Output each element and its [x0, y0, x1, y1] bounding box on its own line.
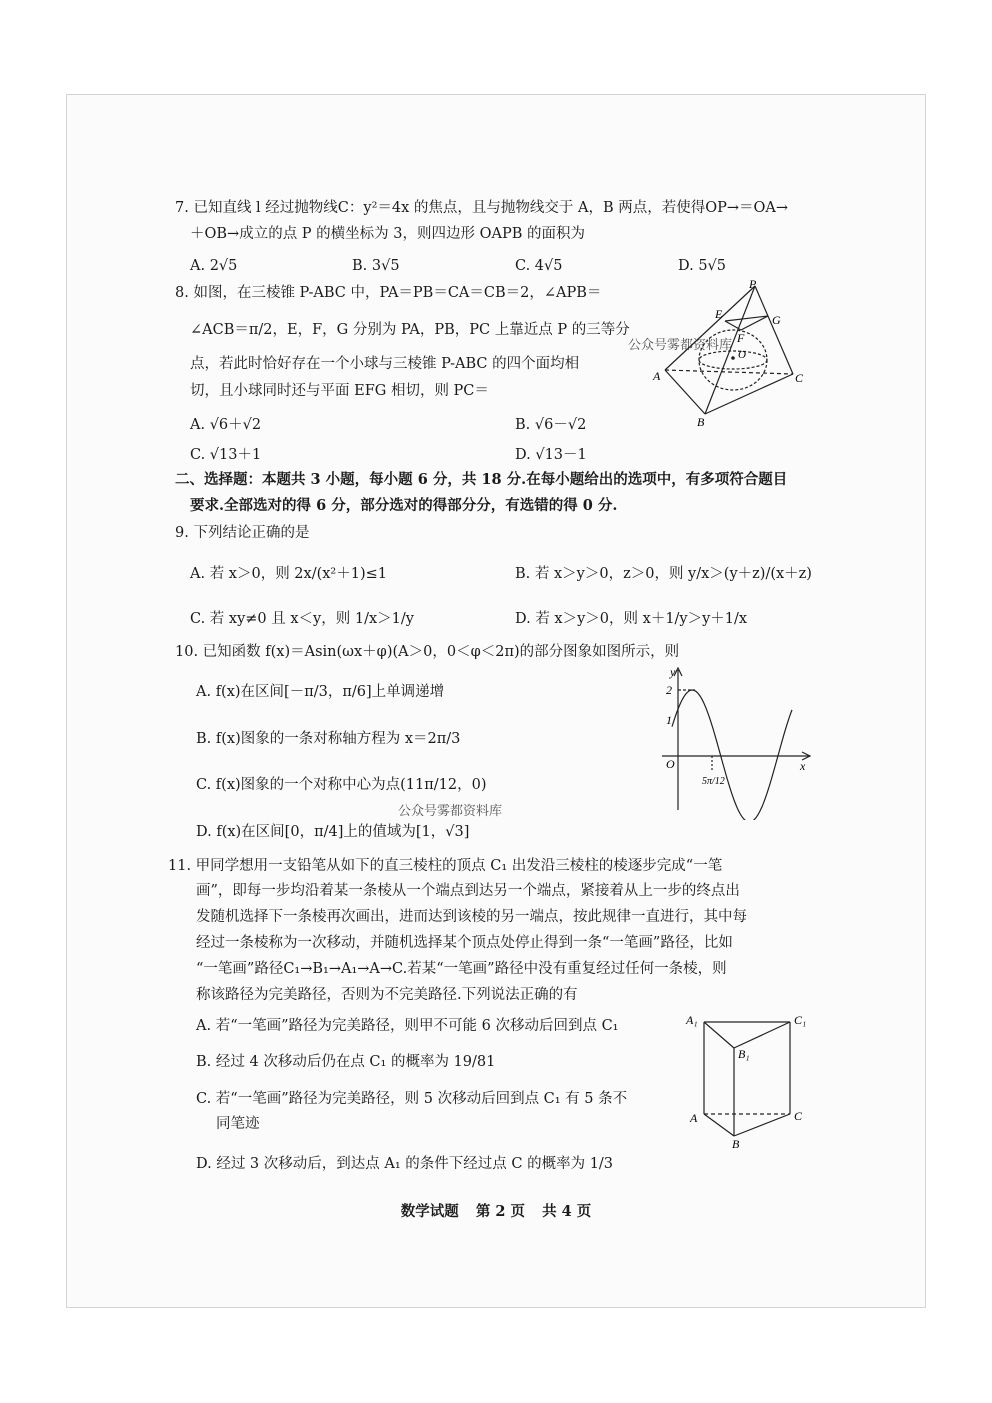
q10-option-c: C. f(x)图象的一个对称中心为点(11π/12，0): [196, 777, 487, 793]
section2-line2: 要求.全部选对的得 6 分，部分选对的得部分分，有选错的得 0 分.: [190, 497, 618, 514]
q11-label-b1: B₁: [738, 1047, 750, 1061]
q8-label-o: O: [738, 349, 746, 361]
q8-line4: 切，且小球同时还与平面 EFG 相切，则 PC＝: [190, 383, 489, 399]
q10-tick-2: 2: [666, 683, 672, 697]
q8-option-d: D. √13－1: [515, 447, 587, 463]
q11-prism-figure: [682, 1010, 812, 1150]
q9-option-d: D. 若 x＞y＞0，则 x＋1/y＞y＋1/x: [515, 611, 748, 627]
q8-line2: ∠ACB＝π/2，E，F，G 分别为 PA，PB，PC 上靠近点 P 的三等分: [190, 322, 630, 338]
q8-option-b: B. √6－√2: [515, 417, 587, 433]
q10-origin-label: O: [666, 757, 675, 771]
q9-stem: 9. 下列结论正确的是: [175, 525, 310, 541]
q11-option-c: C. 若“一笔画”路径为完美路径，则 5 次移动后回到点 C₁ 有 5 条不: [196, 1091, 628, 1107]
q11-label-c1: C₁: [794, 1013, 807, 1027]
q8-label-e: E: [715, 307, 723, 321]
q10-stem: 10. 已知函数 f(x)＝Asin(ωx＋φ)(A＞0，0＜φ＜2π)的部分图象如图所示，则: [175, 644, 680, 660]
q7-option-b: B. 3√5: [352, 258, 400, 274]
q11-line2: 画”，即每一步均沿着某一条棱从一个端点到达另一个端点，紧接着从上一步的终点出: [196, 883, 740, 899]
q8-label-c: C: [795, 371, 804, 385]
footer-total: 共 4 页: [542, 1203, 592, 1220]
q11-label-c: C: [794, 1109, 803, 1123]
q11-line4: 经过一条棱称为一次移动，并随机选择某个顶点处停止得到一条“一笔画”路径，比如: [196, 935, 733, 951]
q8-line1: 8. 如图，在三棱锥 P-ABC 中，PA＝PB＝CA＝CB＝2，∠APB＝: [175, 285, 602, 301]
q8-label-b: B: [697, 415, 705, 428]
q11-label-a1: A₁: [686, 1013, 698, 1027]
footer-subject: 数学试题: [400, 1203, 459, 1220]
q10-watermark: 公众号雾都资料库: [398, 804, 503, 819]
q10-tick-5pi12: 5π/12: [702, 776, 725, 787]
q10-sine-graph: [650, 660, 820, 820]
footer-page: 第 2 页: [475, 1203, 525, 1220]
q7-option-a: A. 2√5: [190, 258, 238, 274]
q10-option-d: D. f(x)在区间[0，π/4]上的值域为[1，√3]: [196, 824, 470, 840]
q9-option-b: B. 若 x＞y＞0，z＞0，则 y/x＞(y＋z)/(x＋z): [515, 566, 812, 582]
q8-label-p: P: [749, 278, 757, 291]
q11-option-d: D. 经过 3 次移动后，到达点 A₁ 的条件下经过点 C 的概率为 1/3: [196, 1156, 614, 1172]
q10-y-label: y: [670, 665, 676, 679]
q11-line5: “一笔画”路径C₁→B₁→A₁→A→C.若某“一笔画”路径中没有重复经过任何一条棱，则: [196, 961, 727, 977]
q11-option-c-cont: 同笔迹: [216, 1116, 260, 1132]
q11-line6: 称该路径为完美路径，否则为不完美路径.下列说法正确的有: [196, 987, 578, 1003]
section2-line1: 二、选择题：本题共 3 小题，每小题 6 分，共 18 分.在每小题给出的选项中，有多项符合题目: [175, 471, 788, 488]
q7-option-c: C. 4√5: [515, 258, 563, 274]
q10-x-label: x: [800, 759, 806, 773]
q9-option-a: A. 若 x＞0，则 2x/(x²＋1)≤1: [190, 566, 388, 582]
q8-option-a: A. √6＋√2: [190, 417, 262, 433]
q8-pyramid-figure: [645, 278, 820, 428]
q8-label-a: A: [653, 369, 661, 383]
q7-line1: 7. 已知直线 l 经过抛物线C：y²＝4x 的焦点，且与抛物线交于 A，B 两点，若使得OP→＝OA→: [175, 200, 789, 216]
page-footer: [0, 1200, 992, 1221]
q8-label-f: F: [737, 331, 745, 345]
q11-label-a: A: [690, 1111, 698, 1125]
q11-label-b: B: [732, 1137, 740, 1150]
q8-option-c: C. √13＋1: [190, 447, 262, 463]
q9-option-c: C. 若 xy≠0 且 x＜y，则 1/x＞1/y: [190, 611, 414, 627]
q7-option-d: D. 5√5: [678, 258, 727, 274]
q10-option-a: A. f(x)在区间[－π/3，π/6]上单调递增: [196, 684, 445, 700]
q8-line3: 点，若此时恰好存在一个小球与三棱锥 P-ABC 的四个面均相: [190, 356, 580, 372]
q10-tick-1: 1: [666, 713, 672, 727]
q11-option-b: B. 经过 4 次移动后仍在点 C₁ 的概率为 19/81: [196, 1054, 496, 1070]
q8-watermark: 公众号雾都资料库: [628, 338, 733, 353]
q11-line1: 11. 甲同学想用一支铅笔从如下的直三棱柱的顶点 C₁ 出发沿三棱柱的棱逐步完成“一笔: [168, 858, 723, 874]
q7-line2: ＋OB→成立的点 P 的横坐标为 3，则四边形 OAPB 的面积为: [190, 226, 585, 242]
q11-option-a: A. 若“一笔画”路径为完美路径，则甲不可能 6 次移动后回到点 C₁: [196, 1018, 619, 1034]
q10-option-b: B. f(x)图象的一条对称轴方程为 x＝2π/3: [196, 731, 461, 747]
q11-line3: 发随机选择下一条棱再次画出，进而达到该棱的另一端点，按此规律一直进行，其中每: [196, 909, 747, 925]
q8-label-g: G: [772, 313, 781, 327]
